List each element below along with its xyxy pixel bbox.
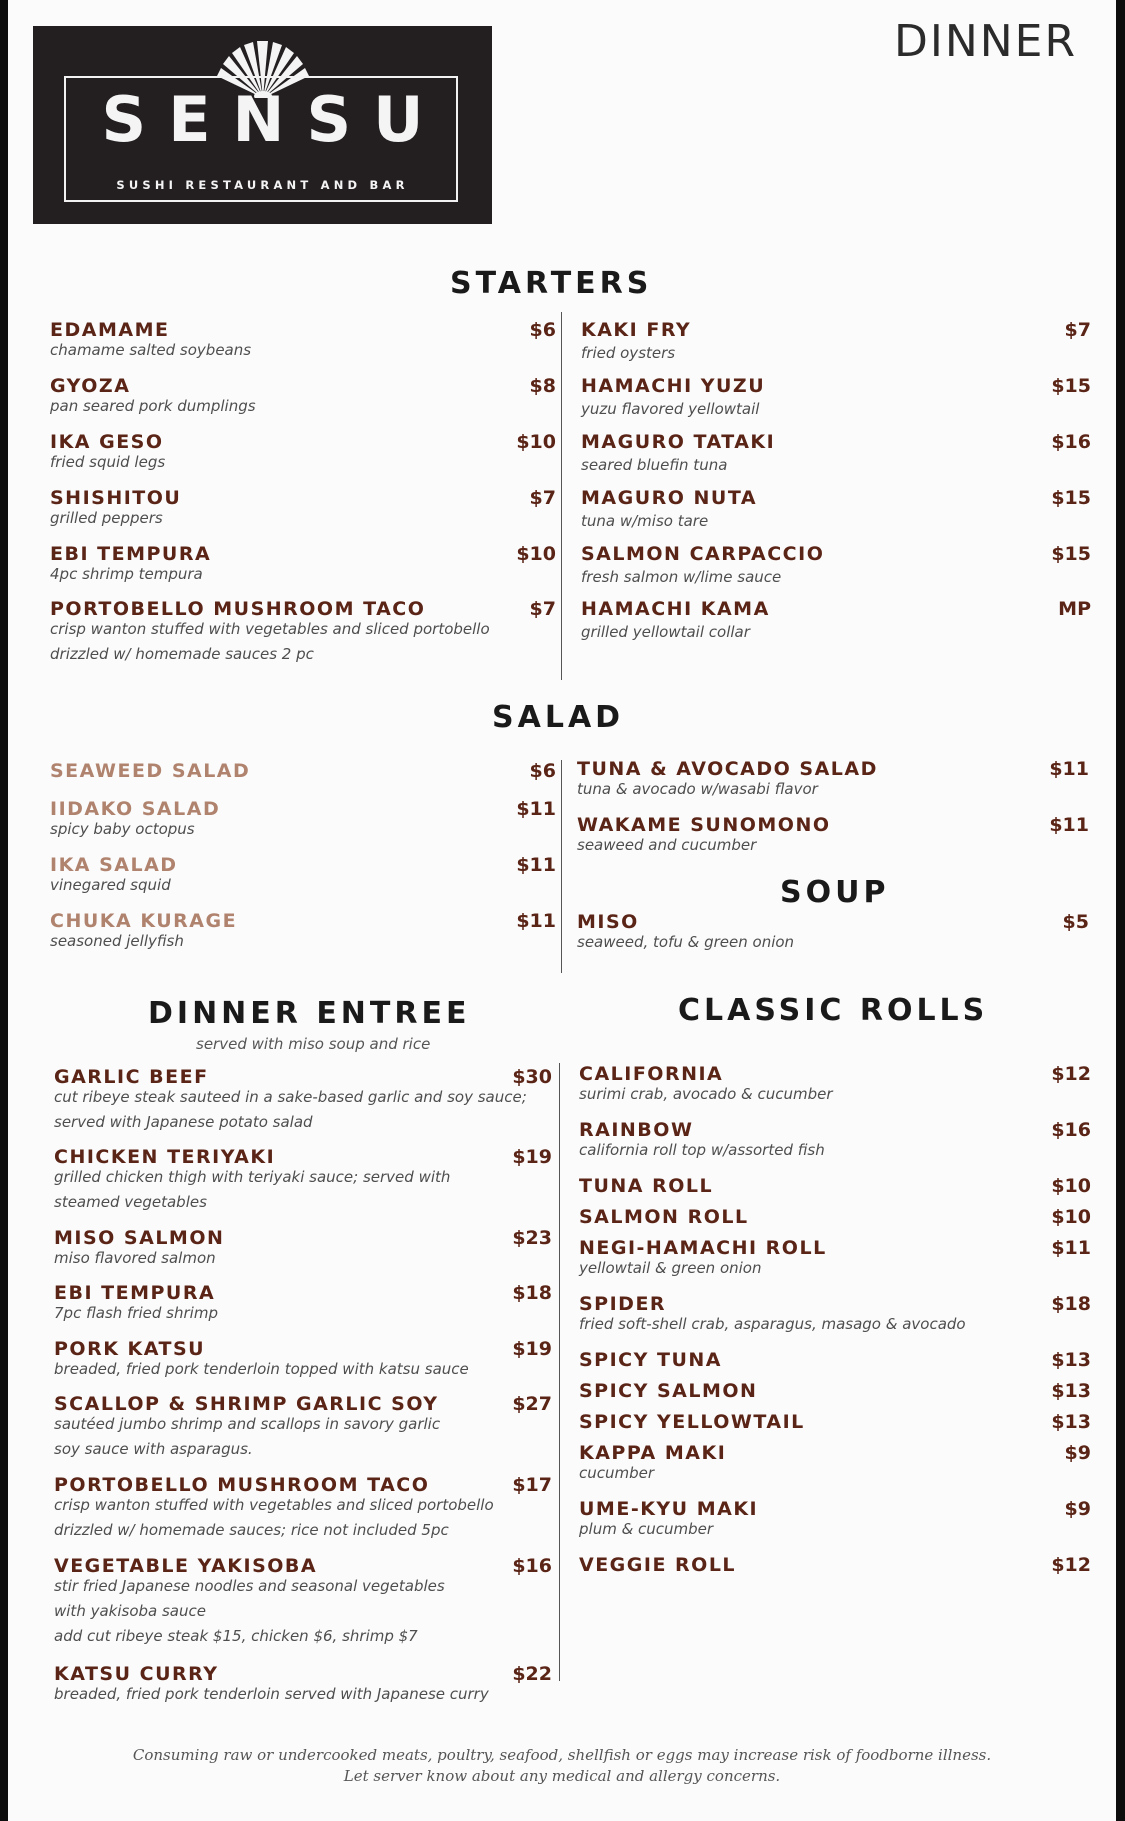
item-name: KATSU CURRY [54,1663,219,1685]
item-name: CHICKEN TERIYAKI [54,1146,276,1168]
item-name: VEGGIE ROLL [579,1554,737,1576]
menu-page [8,0,1116,1821]
item-name: SHISHITOU [50,487,182,509]
item-price: $30 [512,1066,552,1088]
disclaimer-line: Let server know about any medical and allergy concerns. [343,1767,781,1785]
item-name: NEGI-HAMACHI ROLL [579,1237,827,1259]
item-description: cucumber [579,1464,655,1482]
item-description: soy sauce with asparagus. [54,1440,253,1458]
salad-divider [561,760,562,973]
item-name: IIDAKO SALAD [50,798,221,820]
item-name: EDAMAME [50,319,170,341]
item-description: cut ribeye steak sauteed in a sake-based garlic and soy sauce; [54,1088,527,1106]
item-price: $9 [1064,1498,1091,1520]
menu-label: DINNER [894,16,1078,67]
soup-title: SOUP [780,875,890,910]
item-description: fried soft-shell crab, asparagus, masago & avocado [579,1315,966,1333]
item-description: 7pc flash fried shrimp [54,1304,218,1322]
dinner-entree-subtitle: served with miso soup and rice [196,1035,431,1053]
item-name: CHUKA KURAGE [50,910,238,932]
item-price: $5 [1062,911,1089,933]
salad-title: SALAD [492,700,625,735]
disclaimer-line: Consuming raw or undercooked meats, poultry, seafood, shellfish or eggs may increase risk of foodborne illness. [132,1746,992,1764]
item-description: crisp wanton stuffed with vegetables and sliced portobello [54,1496,494,1514]
item-name: MISO [577,911,639,933]
allergy-disclaimer [8,1745,1116,1787]
item-name: HAMACHI YUZU [581,375,766,397]
item-description: seaweed, tofu & green onion [577,933,795,951]
item-price: $18 [1051,1293,1091,1315]
entree-divider [559,1063,560,1681]
item-price: $15 [1051,543,1091,565]
item-price: $10 [516,431,556,453]
item-description: yellowtail & green onion [579,1259,762,1277]
item-price: $16 [1051,1119,1091,1141]
item-name: PORTOBELLO MUSHROOM TACO [54,1474,430,1496]
item-name: UME-KYU MAKI [579,1498,759,1520]
item-price: $11 [516,910,556,932]
item-price: $15 [1051,487,1091,509]
item-description: plum & cucumber [579,1520,714,1538]
item-description: seaweed and cucumber [577,836,757,854]
item-price: MP [1058,598,1091,620]
item-price: $13 [1051,1411,1091,1433]
item-price: $16 [1051,431,1091,453]
item-description: miso flavored salmon [54,1249,216,1267]
item-price: $10 [1051,1175,1091,1197]
item-name: MISO SALMON [54,1227,225,1249]
item-name: TUNA ROLL [579,1175,714,1197]
item-name: SPICY SALMON [579,1380,758,1402]
restaurant-logo [33,26,492,224]
item-description: 4pc shrimp tempura [50,565,203,583]
item-description: crisp wanton stuffed with vegetables and sliced portobello [50,620,490,638]
item-name: SEAWEED SALAD [50,760,251,782]
item-name: KAKI FRY [581,319,692,341]
item-name: SALMON CARPACCIO [581,543,825,565]
item-price: $11 [1049,758,1089,780]
item-description: add cut ribeye steak $15, chicken $6, shrimp $7 [54,1627,418,1645]
item-price: $27 [512,1393,552,1415]
item-price: $11 [516,798,556,820]
item-description: pan seared pork dumplings [50,397,256,415]
item-price: $22 [512,1663,552,1685]
item-name: EBI TEMPURA [50,543,212,565]
item-price: $7 [529,598,556,620]
item-price: $6 [529,760,556,782]
item-name: SPIDER [579,1293,667,1315]
starters-title: STARTERS [450,266,653,301]
item-description: fried squid legs [50,453,166,471]
item-price: $15 [1051,375,1091,397]
item-description: grilled chicken thigh with teriyaki sauce; served with [54,1168,451,1186]
item-name: IKA GESO [50,431,164,453]
item-description: california roll top w/assorted fish [579,1141,825,1159]
item-description: breaded, fried pork tenderloin topped with katsu sauce [54,1360,469,1378]
item-description: with yakisoba sauce [54,1602,206,1620]
item-price: $9 [1064,1442,1091,1464]
item-price: $16 [512,1555,552,1577]
item-description: stir fried Japanese noodles and seasonal vegetables [54,1577,445,1595]
item-name: RAINBOW [579,1119,694,1141]
item-name: SCALLOP & SHRIMP GARLIC SOY [54,1393,439,1415]
item-name: WAKAME SUNOMONO [577,814,831,836]
item-description: grilled yellowtail collar [581,623,750,641]
item-description: yuzu flavored yellowtail [581,400,760,418]
item-price: $10 [516,543,556,565]
item-description: grilled peppers [50,509,163,527]
item-price: $13 [1051,1380,1091,1402]
item-price: $13 [1051,1349,1091,1371]
item-description: sautéed jumbo shrimp and scallops in savory garlic [54,1415,441,1433]
item-name: EBI TEMPURA [54,1282,216,1304]
item-price: $23 [512,1227,552,1249]
item-price: $19 [512,1146,552,1168]
item-price: $7 [1064,319,1091,341]
item-description: drizzled w/ homemade sauces 2 pc [50,645,314,663]
item-price: $17 [512,1474,552,1496]
item-price: $18 [512,1282,552,1304]
item-name: MAGURO TATAKI [581,431,776,453]
item-description: spicy baby octopus [50,820,195,838]
item-price: $6 [529,319,556,341]
dinner-entree-title: DINNER ENTREE [148,996,471,1031]
item-description: breaded, fried pork tenderloin served with Japanese curry [54,1685,489,1703]
item-name: MAGURO NUTA [581,487,758,509]
item-description: chamame salted soybeans [50,341,252,359]
item-name: PORK KATSU [54,1338,206,1360]
item-name: IKA SALAD [50,854,178,876]
item-name: SALMON ROLL [579,1206,749,1228]
restaurant-name: SENSU [101,83,446,156]
item-description: drizzled w/ homemade sauces; rice not included 5pc [54,1521,449,1539]
item-price: $11 [1049,814,1089,836]
item-price: $19 [512,1338,552,1360]
item-name: TUNA & AVOCADO SALAD [577,758,878,780]
item-name: PORTOBELLO MUSHROOM TACO [50,598,426,620]
item-price: $12 [1051,1063,1091,1085]
restaurant-tagline: SUSHI RESTAURANT AND BAR [116,178,409,192]
item-description: fried oysters [581,344,676,362]
item-description: steamed vegetables [54,1193,207,1211]
item-name: HAMACHI KAMA [581,598,770,620]
item-name: SPICY YELLOWTAIL [579,1411,805,1433]
item-name: KAPPA MAKI [579,1442,727,1464]
item-description: fresh salmon w/lime sauce [581,568,782,586]
item-description: served with Japanese potato salad [54,1113,313,1131]
item-name: SPICY TUNA [579,1349,722,1371]
item-description: tuna w/miso tare [581,512,709,530]
item-price: $10 [1051,1206,1091,1228]
item-price: $12 [1051,1554,1091,1576]
item-description: seared bluefin tuna [581,456,728,474]
item-description: vinegared squid [50,876,171,894]
item-description: seasoned jellyfish [50,932,184,950]
item-description: tuna & avocado w/wasabi flavor [577,780,818,798]
item-name: GARLIC BEEF [54,1066,209,1088]
item-price: $11 [516,854,556,876]
item-name: GYOZA [50,375,131,397]
item-name: VEGETABLE YAKISOBA [54,1555,318,1577]
item-price: $8 [529,375,556,397]
item-price: $11 [1051,1237,1091,1259]
item-price: $7 [529,487,556,509]
item-name: CALIFORNIA [579,1063,724,1085]
starters-divider [561,312,562,680]
classic-rolls-title: CLASSIC ROLLS [678,993,989,1028]
item-description: surimi crab, avocado & cucumber [579,1085,833,1103]
